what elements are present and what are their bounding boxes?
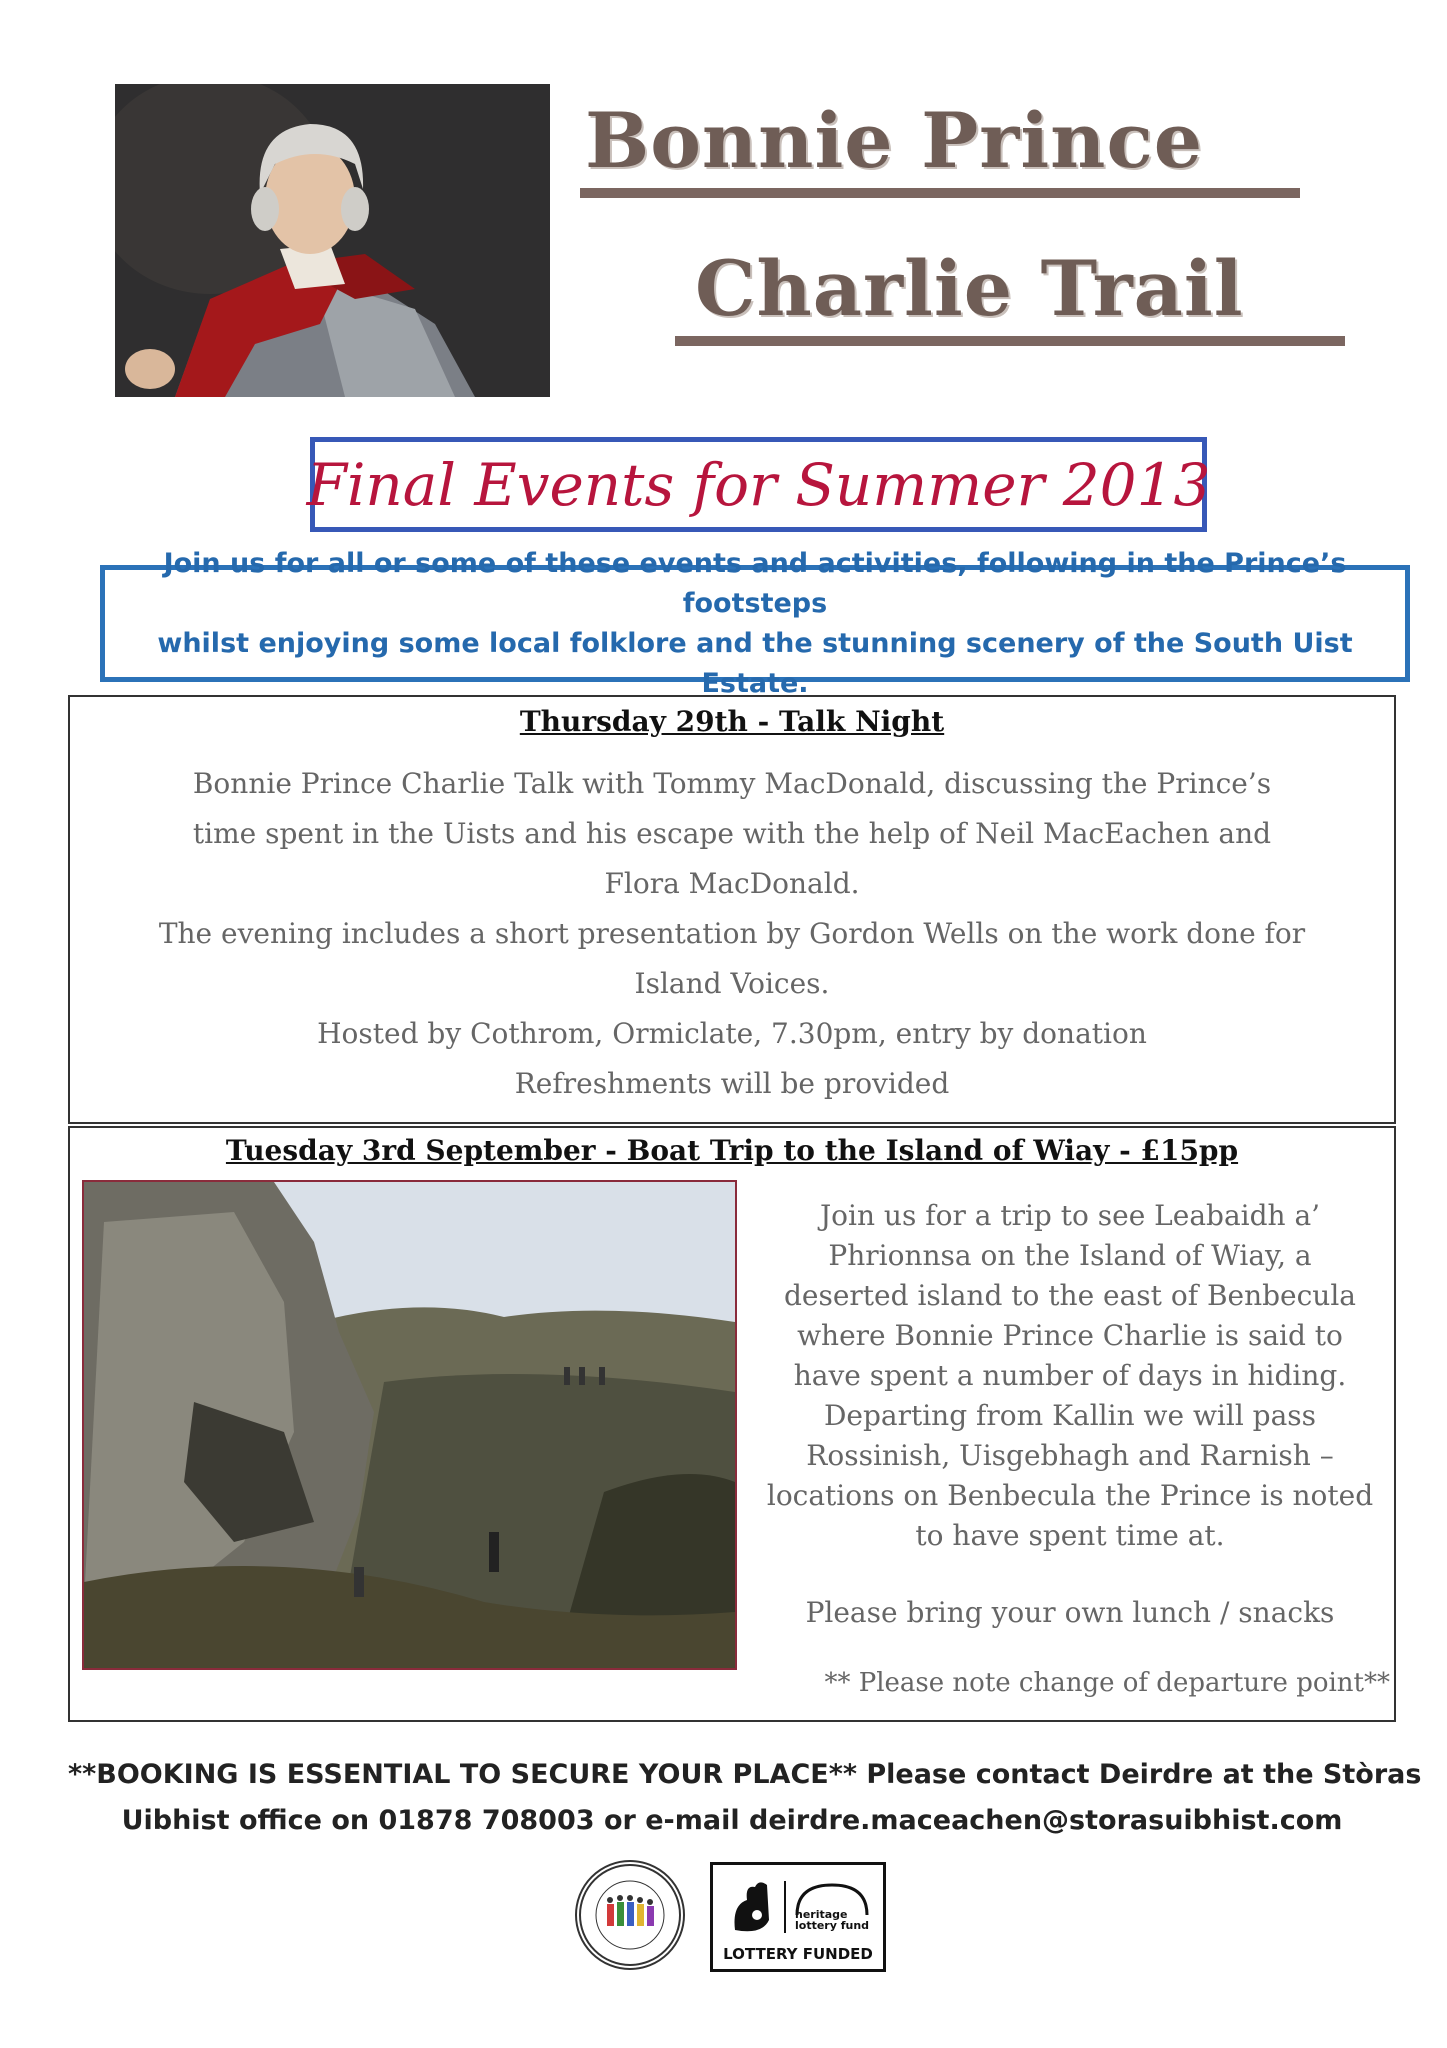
subtitle-box — [306, 437, 1211, 532]
subtitle: Final Events for Summer 2013 — [306, 450, 1211, 519]
description-line: Departing from Kallin we will pass — [823, 1399, 1317, 1432]
portrait-illustration — [115, 84, 550, 397]
heritage-lottery-logo — [710, 1862, 886, 1972]
community-logo-graphic — [577, 1862, 683, 1968]
intro-line: Join us for all or some of these events and activities, following in the Prince’s footsteps — [163, 547, 1347, 619]
title-underline-1 — [580, 188, 1300, 198]
description-line: Phrionnsa on the Island of Wiay, a — [828, 1239, 1312, 1272]
lunch-note: Please bring your own lunch / snacks — [805, 1596, 1335, 1629]
page-title-line1: Bonnie Prince — [585, 96, 1204, 185]
intro-line: whilst enjoying some local folklore and the stunning scenery of the South Uist Estate. — [157, 627, 1353, 699]
departure-change-note: ** Please note change of departure point** — [824, 1668, 1390, 1698]
community-logo — [575, 1860, 685, 1970]
description-line: The evening includes a short presentation by Gordon Wells on the work done for — [158, 917, 1306, 950]
description-line: where Bonnie Prince Charlie is said to — [797, 1319, 1343, 1352]
description-line: deserted island to the east of Benbecula — [783, 1279, 1356, 1312]
prince-portrait — [115, 84, 550, 397]
description-line: Flora MacDonald. — [604, 867, 860, 900]
heritage-fund-text: heritage lottery fund — [795, 1908, 870, 1932]
intro-box — [100, 547, 1410, 699]
booking-info — [68, 1752, 1422, 1844]
description-line: Refreshments will be provided — [514, 1067, 950, 1100]
description-line: Bonnie Prince Charlie Talk with Tommy MacDonald, discussing the Prince’s — [192, 767, 1272, 800]
description-line: locations on Benbecula the Prince is noted — [766, 1479, 1374, 1512]
island-wiay-photo — [82, 1180, 737, 1670]
event-talk-night — [68, 695, 1396, 1124]
event-description — [70, 759, 1394, 1109]
title-underline-2 — [675, 336, 1345, 346]
description-line: Hosted by Cothrom, Ormiclate, 7.30pm, entry by donation — [317, 1017, 1147, 1050]
description-line: Rossinish, Uisgebhagh and Rarnish – — [806, 1439, 1334, 1472]
booking-line: **BOOKING IS ESSENTIAL TO SECURE YOUR PLACE** Please contact Deirdre at the Stòras — [68, 1759, 1422, 1790]
event-description — [745, 1196, 1395, 1556]
lottery-funded-label: LOTTERY FUNDED — [723, 1945, 873, 1963]
booking-line: Uibhist office on 01878 708003 or e-mail deirdre.maceachen@storasuibhist.com — [121, 1805, 1343, 1836]
description-line: time spent in the Uists and his escape with the help of Neil MacEachen and — [192, 817, 1272, 850]
description-line: to have spent time at. — [915, 1519, 1225, 1552]
intro-text — [105, 544, 1405, 704]
description-line: Join us for a trip to see Leabaidh a’ — [819, 1199, 1321, 1232]
description-line: have spent a number of days in hiding. — [793, 1359, 1347, 1392]
event-heading: Tuesday 3rd September - Boat Trip to the Island of Wiay - £15pp — [225, 1134, 1239, 1167]
event-boat-trip — [68, 1126, 1396, 1722]
page-title-line2: Charlie Trail — [695, 244, 1244, 333]
event-heading: Thursday 29th - Talk Night — [519, 705, 945, 738]
description-line: Island Voices. — [634, 967, 830, 1000]
landscape-illustration — [84, 1182, 735, 1668]
